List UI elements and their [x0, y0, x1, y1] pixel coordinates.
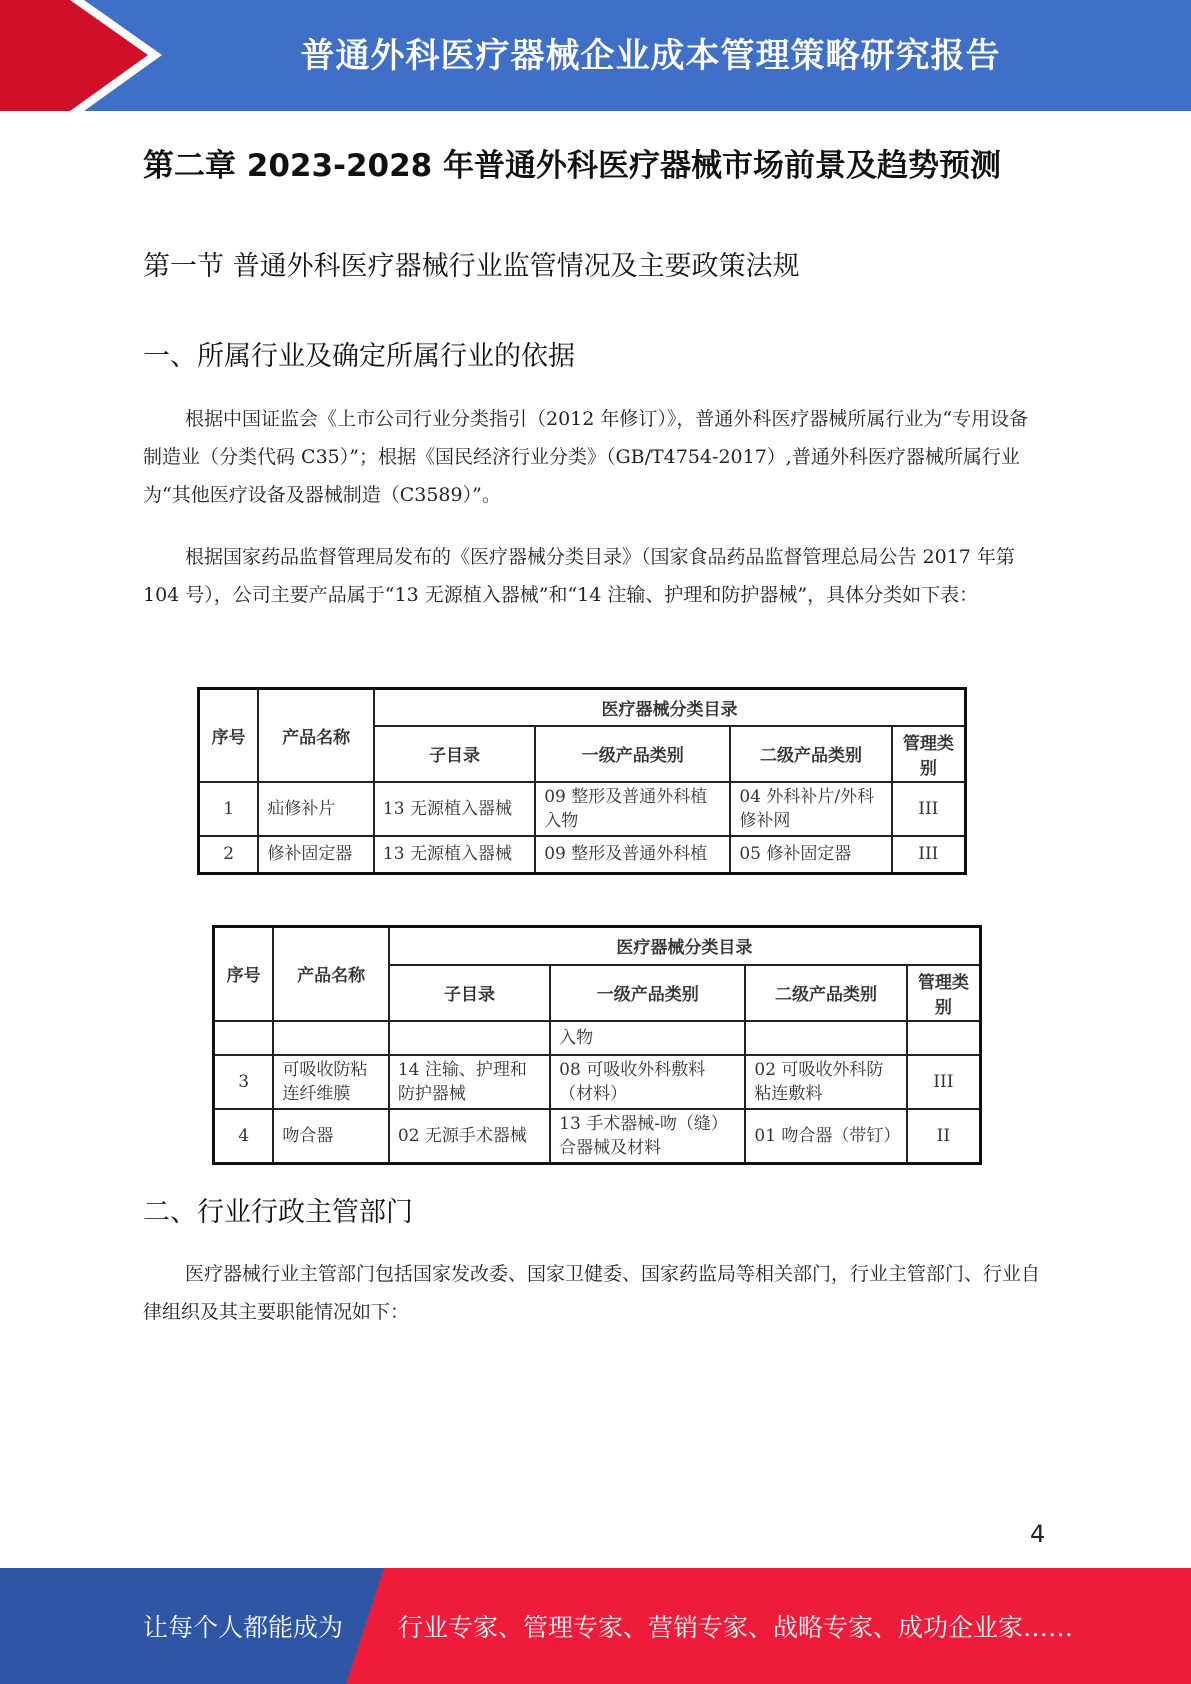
paragraph-industry-classification: 根据中国证监会《上市公司行业分类指引（2012 年修订）》，普通外科医疗器械所属行业为“专用设备制造业（分类代码 C35）”；根据《国民经济行业分类》（GB/T4754-2017）,普通外科医疗器械所属行业为“其他医疗设备及器械制造（C3589）”。	[143, 408, 1029, 506]
footer-slogan-right: 行业专家、管理专家、营销专家、战略专家、成功企业家……	[398, 1613, 1074, 1642]
footer-slogan-left: 让每个人都能成为	[143, 1613, 344, 1642]
header-seq: 序号	[199, 689, 259, 782]
header-level1: 一级产品类别	[535, 726, 730, 782]
header-sub-catalog: 子目录	[389, 965, 550, 1021]
cell-mgmt	[907, 1021, 981, 1055]
table-row	[214, 1055, 981, 1109]
cell-level2: 02 可吸收外科防粘连敷料	[745, 1055, 906, 1109]
header-catalog: 医疗器械分类目录	[389, 927, 981, 965]
cell-seq	[214, 1021, 274, 1055]
table-header-row	[214, 927, 981, 965]
header-level1: 一级产品类别	[550, 965, 745, 1021]
cell-mgmt: II	[907, 1109, 981, 1164]
subsection-two-title: 二、行业行政主管部门	[143, 1197, 413, 1228]
cell-mgmt: III	[907, 1055, 981, 1109]
cell-seq: 3	[214, 1055, 274, 1109]
cell-sub: 14 注输、护理和防护器械	[389, 1055, 550, 1109]
cell-name: 疝修补片	[258, 782, 374, 836]
header-mgmt: 管理类别	[907, 965, 981, 1021]
chapter-title: 第二章 2023-2028 年普通外科医疗器械市场前景及趋势预测	[143, 148, 1002, 184]
cell-sub	[389, 1021, 550, 1055]
cell-sub: 13 无源植入器械	[374, 836, 535, 874]
cell-name	[273, 1021, 389, 1055]
table-row	[199, 782, 966, 836]
cell-level1: 09 整形及普通外科植入物	[535, 782, 730, 836]
header-level2: 二级产品类别	[730, 726, 891, 782]
page-footer	[0, 1568, 1191, 1684]
cell-sub: 02 无源手术器械	[389, 1109, 550, 1164]
cell-name: 吻合器	[273, 1109, 389, 1164]
header-mgmt: 管理类别	[892, 726, 966, 782]
cell-sub: 13 无源植入器械	[374, 782, 535, 836]
cell-name: 可吸收防粘连纤维膜	[273, 1055, 389, 1109]
cell-seq: 4	[214, 1109, 274, 1164]
cell-name: 修补固定器	[258, 836, 374, 874]
classification-table-2	[212, 925, 982, 1165]
header-sub-catalog: 子目录	[374, 726, 535, 782]
cell-level1: 09 整形及普通外科植	[535, 836, 730, 874]
cell-level1: 入物	[550, 1021, 745, 1055]
table-row	[214, 1109, 981, 1164]
cell-level1: 08 可吸收外科敷料（材料）	[550, 1055, 745, 1109]
table-row	[199, 836, 966, 874]
cell-level2	[745, 1021, 906, 1055]
cell-seq: 2	[199, 836, 259, 874]
cell-seq: 1	[199, 782, 259, 836]
cell-level1: 13 手术器械-吻（缝）合器械及材料	[550, 1109, 745, 1164]
section-title: 第一节 普通外科医疗器械行业监管情况及主要政策法规	[143, 251, 800, 282]
header-product-name: 产品名称	[273, 927, 389, 1021]
header-level2: 二级产品类别	[745, 965, 906, 1021]
classification-table-1	[197, 687, 967, 875]
header-catalog: 医疗器械分类目录	[374, 689, 966, 726]
paragraph-device-catalog: 根据国家药品监督管理局发布的《医疗器械分类目录》（国家食品药品监督管理总局公告 2017 年第 104 号），公司主要产品属于“13 无源植入器械”和“14 注输、护理和防护器械”，具体分类如下表：	[143, 546, 1015, 606]
table-row	[214, 1021, 981, 1055]
paragraph-regulators: 医疗器械行业主管部门包括国家发改委、国家卫健委、国家药监局等相关部门，行业主管部门、行业自律组织及其主要职能情况如下：	[143, 1263, 1041, 1323]
cell-mgmt: III	[892, 836, 966, 874]
cell-level2: 05 修补固定器	[730, 836, 891, 874]
header-product-name: 产品名称	[258, 689, 374, 782]
report-title: 普通外科医疗器械企业成本管理策略研究报告	[300, 35, 1001, 76]
page-header	[0, 0, 1191, 111]
cell-mgmt: III	[892, 782, 966, 836]
page-number: 4	[1030, 1520, 1046, 1548]
header-seq: 序号	[214, 927, 274, 1021]
cell-level2: 04 外科补片/外科修补网	[730, 782, 891, 836]
table-header-row	[199, 689, 966, 726]
subsection-one-title: 一、所属行业及确定所属行业的依据	[143, 341, 575, 372]
cell-level2: 01 吻合器（带钉）	[745, 1109, 906, 1164]
